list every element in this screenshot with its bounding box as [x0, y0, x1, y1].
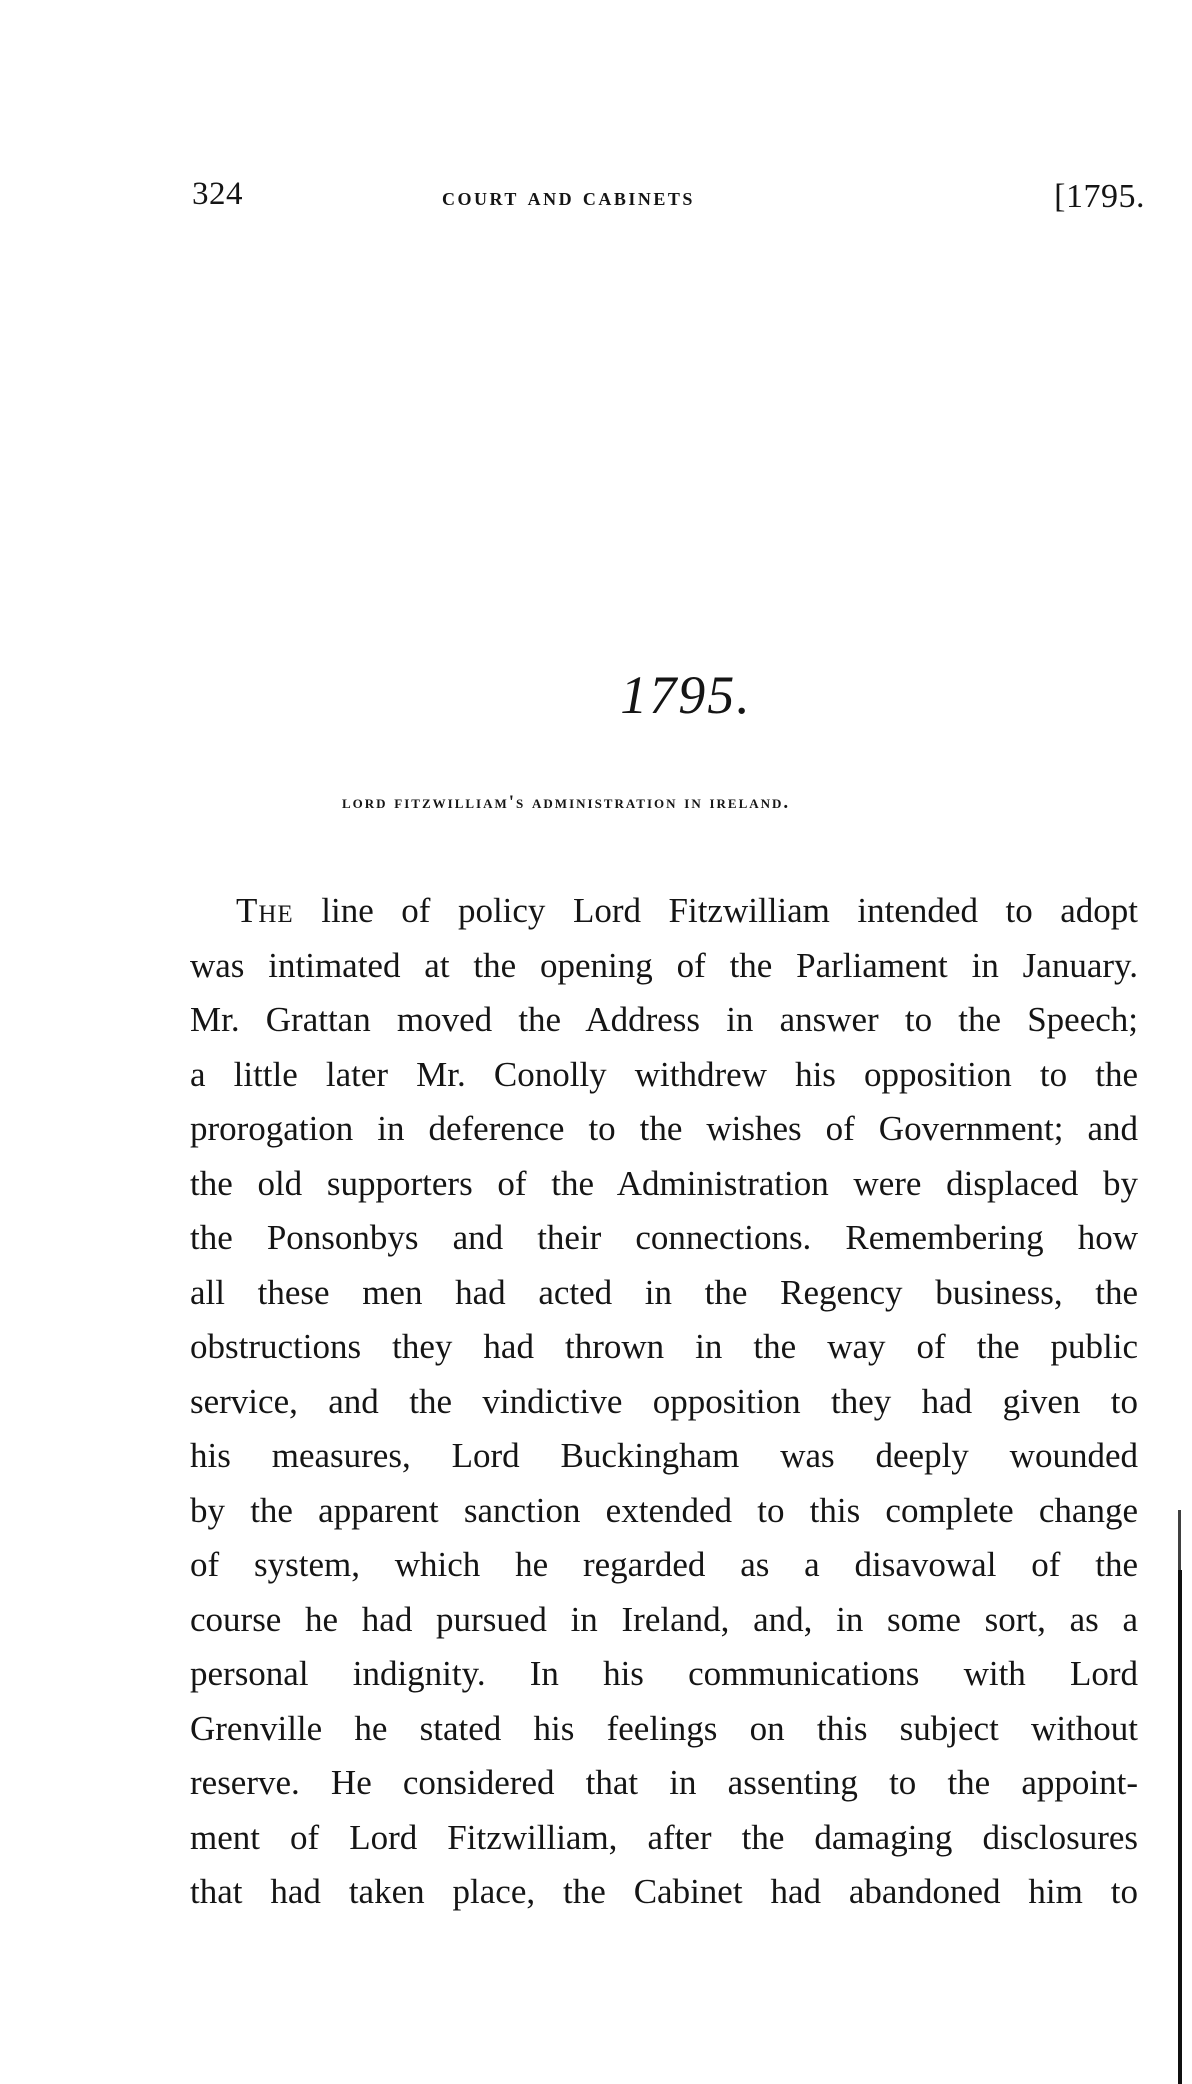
section-heading: lord fitzwilliam's administration in ireland.	[342, 792, 791, 813]
text-line: was intimated at the opening of the Parliament in January.	[190, 945, 1138, 985]
text-line: Mr. Grattan moved the Address in answer to the Speech;	[190, 1000, 1138, 1039]
text-line: his measures, Lord Buckingham was deeply wounded	[190, 1436, 1138, 1475]
body-text	[190, 884, 1138, 1920]
page-number: 324	[192, 176, 243, 212]
text-line: prorogation in deference to the wishes of Government; and	[190, 1109, 1138, 1148]
text-line	[190, 884, 1138, 939]
text-line: Grenville he stated his feelings on this subject without	[190, 1708, 1138, 1748]
text-line: by the apparent sanction extended to this complete change	[190, 1490, 1138, 1530]
text-line: reserve. He considered that in assenting to the appoint-	[190, 1763, 1138, 1802]
running-head	[192, 170, 1152, 220]
text-line: the Ponsonbys and their connections. Remembering how	[190, 1218, 1138, 1257]
text-line: of system, which he regarded as a disavowal of the	[190, 1545, 1138, 1584]
text-line: personal indignity. In his communications with Lord	[190, 1654, 1138, 1693]
text-line-content: line of policy Lord Fitzwilliam intended to adopt	[293, 891, 1138, 930]
page-edge-shadow	[1178, 1510, 1181, 1570]
text-line: a little later Mr. Conolly withdrew his opposition to the	[190, 1054, 1138, 1094]
text-line: ment of Lord Fitzwilliam, after the damaging disclosures	[190, 1817, 1138, 1857]
running-year: [1795.	[1054, 178, 1145, 215]
text-line: course he had pursued in Ireland, and, in some sort, as a	[190, 1599, 1138, 1639]
text-line: service, and the vindictive opposition they had given to	[190, 1381, 1138, 1421]
page-edge-shadow	[1178, 1570, 1182, 2084]
text-line: that had taken place, the Cabinet had abandoned him to	[190, 1872, 1138, 1911]
running-title: court and cabinets	[442, 184, 695, 211]
opening-word: The	[236, 891, 294, 930]
chapter-year: 1795.	[620, 665, 752, 725]
text-line: the old supporters of the Administration were displaced by	[190, 1163, 1138, 1203]
text-line: obstructions they had thrown in the way of the public	[190, 1327, 1138, 1366]
text-line: all these men had acted in the Regency business, the	[190, 1272, 1138, 1312]
